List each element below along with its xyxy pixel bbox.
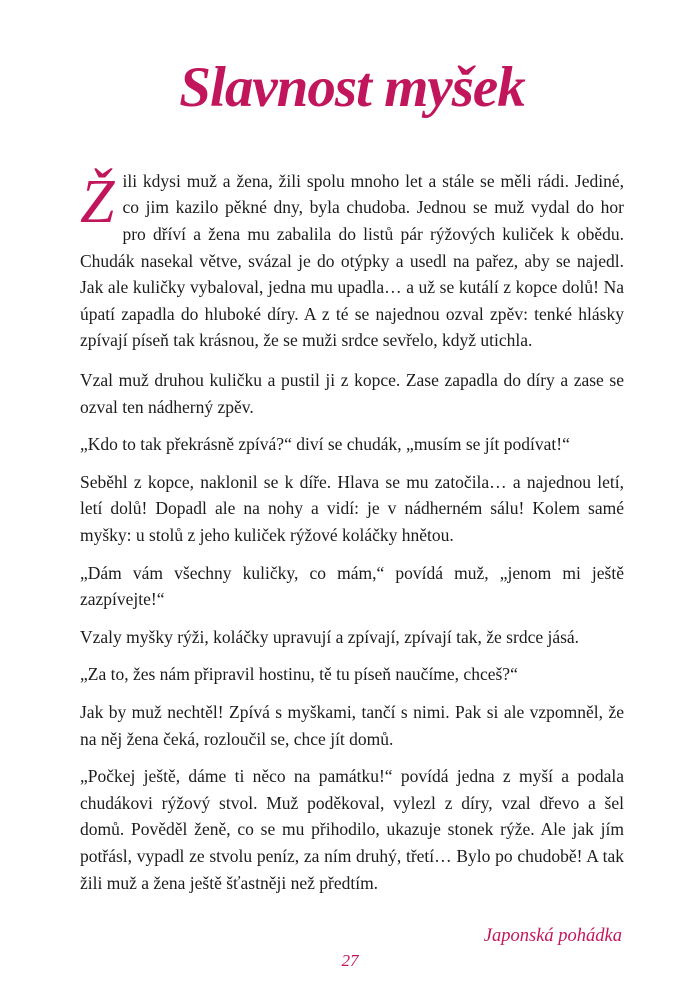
paragraph: Vzaly myšky rýži, koláčky upravují a zpívají, zpívají tak, že srdce jásá. <box>80 626 580 647</box>
paragraph: Seběhl z kopce, naklonil se k díře. Hlava se mu zatočila… a najednou letí, letí dolů! Dopadl ale na nohy a vidí: je v nádherném sálu! Kolem samé myšky: u stolů z jeho kuliček rýžové koláčky hnětou. <box>80 471 624 545</box>
paragraph: „Kdo to tak překrásně zpívá?“ diví se chudák, „musím se jít podívat!“ <box>80 434 570 455</box>
paragraph-text: ili kdysi muž a žena, žili spolu mnoho let a stále se měli rádi. Jediné, co jim kazilo pěkné dny, byla chudoba. Jednou se muž vydal do hor pro dříví a žena mu zabalila do listů pár rýžových kuliček k obědu. Chudák nasekal větve, svázal je do otýpky a usedl na pařez, aby se najedl. Jak ale kuličky vybaloval, jedna mu upadla… a už se kutálí z kopce dolů! Na úpatí zapadla do hluboké díry. A z té se najednou ozval zpěv: tenké hlásky zpívají píseň tak krásnou, že se muži srdce sevřelo, když utichla. <box>80 170 624 351</box>
paragraph: „Dám vám všechny kuličky, co mám,“ povídá muž, „jenom mi ještě zazpívejte!“ <box>80 562 624 610</box>
dropcap-initial: Ž <box>80 167 115 236</box>
story-title: Slavnost myšek <box>179 56 525 119</box>
paragraph: „Počkej ještě, dáme ti něco na památku!“ povídá jedna z myší a podala chudákovi rýžový stvol. Muž poděkoval, vylezl z díry, vzal dřevo a šel domů. Pověděl ženě, co se mu přihodilo, ukazuje stonek rýže. Ale jak jím potřásl, vypadl ze stvolu peníz, za ním druhý, třetí… Bylo po chudobě! A tak žili muž a žena ještě šťastněji než předtím. <box>80 766 624 893</box>
story-attribution: Japonská pohádka <box>483 926 622 946</box>
paragraph: „Za to, žes nám připravil hostinu, tě tu píseň naučíme, chceš?“ <box>80 664 518 685</box>
page-number: 27 <box>341 951 359 970</box>
page-content <box>80 0 624 907</box>
paragraph: Jak by muž nechtěl! Zpívá s myškami, tančí s nimi. Pak si ale vzpomněl, že na něj žena čeká, rozloučil se, chce jít domů. <box>80 701 624 749</box>
paragraph-first <box>80 168 624 354</box>
paragraph: Vzal muž druhou kuličku a pustil ji z kopce. Zase zapadla do díry a zase se ozval ten nádherný zpěv. <box>80 370 624 417</box>
